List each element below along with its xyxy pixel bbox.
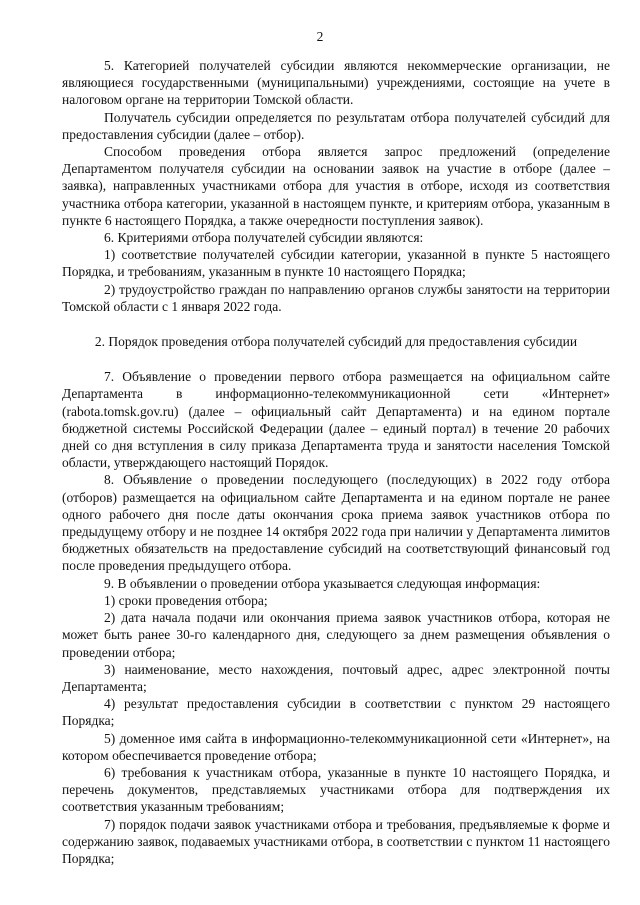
paragraph: 8. Объявление о проведении последующего (последующих) в 2022 году отбора (отборов) размещается на официальном сайте Департамента и на едином портале не ранее одного рабочего дня после даты окончания срока приема заявок участников отбора по предыдущему отбору и не позднее 14 октября 2022 года при наличии у Департамента лимитов бюджетных обязательств на предоставление субсидий на соответствующий финансовый год после проведения предыдущего отбора. <box>62 472 610 574</box>
document-body <box>62 57 610 867</box>
paragraph: 3) наименование, место нахождения, почтовый адрес, адрес электронной почты Департамента; <box>62 661 610 694</box>
section-heading: 2. Порядок проведения отбора получателей субсидий для предоставления субсидии <box>94 334 578 350</box>
paragraph: 5. Категорией получателей субсидии являются некоммерческие организации, не являющиеся государственными (муниципальными) учреждениями, состоящие на учете в налоговом органе на территории Томской области. <box>62 58 610 108</box>
paragraph: 1) сроки проведения отбора; <box>104 592 268 608</box>
paragraph: 7. Объявление о проведении первого отбора размещается на официальном сайте Департамента в информационно-телекоммуникационной сети «Интернет» (rabota.tomsk.gov.ru) (далее – официальный сайт Департамента) и на едином портале бюджетной системы Российской Федерации (далее – единый портал) в течение 20 рабочих дней со дня вступления в силу приказа Департамента труда и занятости населения Томской области, утверждающего настоящий Порядок. <box>62 369 610 471</box>
paragraph: 2) дата начала подачи или окончания приема заявок участников отбора, которая не может быть ранее 30-го календарного дня, следующего за днем размещения объявления о проведении отбора; <box>62 610 610 660</box>
paragraph: 6. Критериями отбора получателей субсидии являются: <box>104 230 424 246</box>
paragraph: 6) требования к участникам отбора, указанные в пункте 10 настоящего Порядка, и перечень документов, представляемых участниками отбора для подтверждения их соответствия указанным требованиям; <box>62 764 610 815</box>
paragraph: 9. В объявлении о проведении отбора указывается следующая информация: <box>104 575 541 591</box>
paragraph: 2) трудоустройство граждан по направлению органов службы занятости на территории Томской области с 1 января 2022 года. <box>62 281 610 314</box>
paragraph: 1) соответствие получателей субсидии категории, указанной в пункте 5 настоящего Порядка, и требованиям, указанным в пункте 10 настоящего Порядка; <box>62 247 610 280</box>
paragraph: Способом проведения отбора является запрос предложений (определение Департаментом получателя субсидии на основании заявок на участие в отборе (далее – заявка), направленных участниками отбора для участия в отборе, исходя из соответствия участника отбора категории, указанной в настоящем пункте, и критериям отбора, указанным в пункте 6 настоящего Порядка, а также очередности поступления заявок). <box>62 144 610 228</box>
paragraph: 7) порядок подачи заявок участниками отбора и требования, предъявляемые к форме и содержанию заявок, подаваемых участниками отбора, в соответствии с пунктом 11 настоящего Порядка; <box>62 816 610 866</box>
paragraph: 4) результат предоставления субсидии в соответствии с пунктом 29 настоящего Порядка; <box>62 696 610 729</box>
page-number: 2 <box>316 29 324 44</box>
paragraph: 5) доменное имя сайта в информационно-телекоммуникационной сети «Интернет», на котором обеспечивается проведение отбора; <box>62 730 610 763</box>
paragraph: Получатель субсидии определяется по результатам отбора получателей субсидий для предоставления субсидии (далее – отбор). <box>62 109 610 142</box>
